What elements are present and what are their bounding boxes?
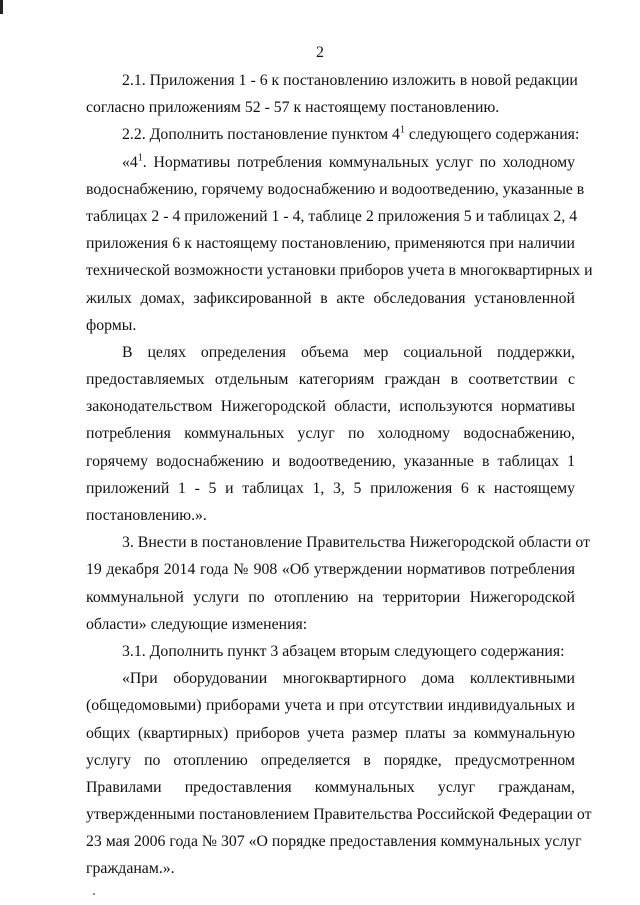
text-line [86, 121, 580, 148]
superscript: 1 [137, 152, 143, 164]
text-line [86, 448, 575, 475]
text-line [86, 665, 575, 692]
text-line [86, 176, 585, 203]
text-line-content: предоставляемых отдельным категориям граждан в соответствии с [86, 371, 575, 389]
text-line-content: 23 мая 2006 года № 307 «О порядке предоставления коммунальных услуг [86, 833, 582, 851]
text-line [86, 502, 575, 529]
text-line-content: таблицах 2 - 4 приложений 1 - 4, таблице 2 приложения 5 и таблицах 2, 4 [86, 207, 578, 225]
text-line-content: водоснабжению, горячему водоснабжению и водоотведению, указанные в [86, 180, 585, 198]
text-line-content: приложений 1 - 5 и таблицах 1, 3, 5 приложения 6 к настоящему [86, 479, 575, 497]
text-line [86, 203, 578, 230]
text-line [86, 475, 575, 502]
superscript: 1 [399, 125, 405, 137]
text-line [86, 638, 575, 665]
text-line-content: жилых домах, зафиксированной в акте обследования установленной [86, 289, 575, 307]
text-line-content: области» следующие изменения: [86, 615, 308, 633]
text-line [86, 149, 575, 176]
text-line-content: «4 [122, 153, 138, 171]
text-line [86, 366, 575, 393]
text-line-content: общих (квартирных) приборов учета размер платы за коммунальную [86, 724, 575, 742]
text-line-content: услугу по отоплению определяется в порядке, предусмотренном [86, 751, 575, 769]
text-line [86, 529, 590, 556]
text-line-content: потребления коммунальных услуг по холодному водоснабжению, [86, 425, 575, 443]
text-line-content: гражданам.». [86, 860, 175, 878]
document-body [86, 67, 593, 883]
text-line [86, 420, 575, 447]
text-line-content: законодательством Нижегородской области, используются нормативы [86, 398, 575, 416]
text-line-content: 3.1. Дополнить пункт 3 абзацем вторым следующего содержания: [122, 642, 565, 660]
text-line [86, 855, 575, 882]
text-line-content: технической возможности установки приборов учета в многоквартирных и [86, 262, 593, 280]
text-line [86, 312, 575, 339]
text-line [86, 801, 592, 828]
text-line-content: горячему водоснабжению и водоотведению, указанные в таблицах 1 [86, 452, 575, 470]
text-line-continuation: . Нормативы потребления коммунальных услуг по холодному [142, 153, 575, 171]
text-line [86, 747, 575, 774]
text-line [86, 828, 582, 855]
text-line-content: постановлению.». [86, 507, 207, 524]
text-line-content: 3. Внести в постановление Правительства Нижегородской области от [122, 534, 590, 552]
text-line-content: 19 декабря 2014 года № 908 «Об утверждении нормативов потребления [86, 561, 575, 579]
text-line-continuation: следующего содержания: [404, 126, 580, 144]
text-line-content: 2.2. Дополнить постановление пунктом 4 [122, 126, 400, 144]
text-line [86, 720, 575, 747]
text-line-content: коммунальной услуги по отоплению на территории Нижегородской [86, 588, 575, 606]
scan-dot-mark [93, 893, 95, 895]
text-line [86, 774, 575, 801]
text-line-content: (общедомовыми) приборами учета и при отсутствии индивидуальных и [86, 697, 575, 715]
text-line [86, 257, 593, 284]
text-line [86, 556, 575, 583]
text-line [86, 393, 575, 420]
text-line [86, 230, 575, 257]
text-line-content: приложения 6 к настоящему постановлению, применяются при наличии [86, 235, 575, 253]
text-line-content: «При оборудовании многоквартирного дома коллективными [122, 670, 575, 688]
page-number: 2 [316, 44, 324, 61]
text-line [86, 584, 575, 611]
scan-edge-mark [0, 0, 3, 14]
text-line [86, 67, 578, 94]
text-line-content: формы. [86, 316, 137, 334]
text-line [86, 611, 575, 638]
text-line-content: В целях определения объема мер социальной поддержки, [122, 343, 575, 361]
text-line [86, 285, 575, 312]
text-line [86, 94, 575, 121]
text-line-content: согласно приложениям 52 - 57 к настоящему постановлению. [86, 99, 500, 117]
text-line-content: 2.1. Приложения 1 - 6 к постановлению изложить в новой редакции [122, 72, 578, 89]
text-line-content: Правилами предоставления коммунальных услуг гражданам, [86, 778, 575, 796]
text-line-content: утвержденными постановлением Правительства Российской Федерации от [86, 806, 592, 824]
text-line [86, 339, 575, 366]
text-line [86, 692, 575, 719]
